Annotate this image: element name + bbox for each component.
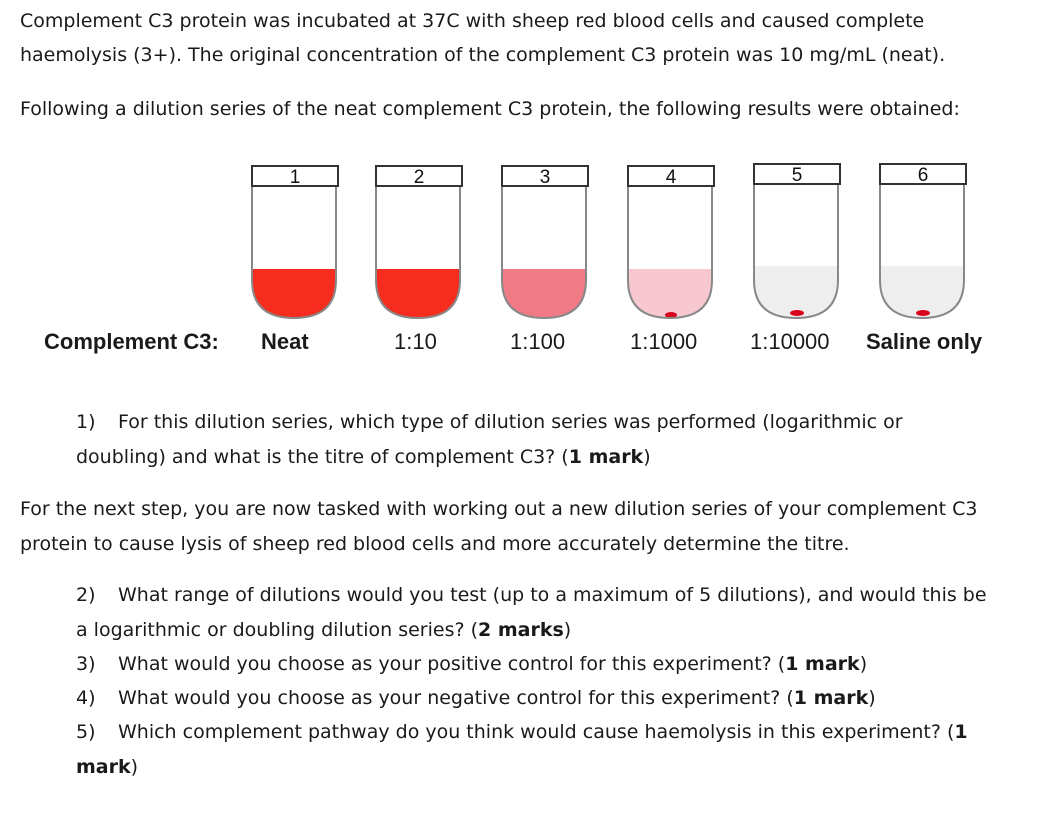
tube-6-number: 6 — [917, 165, 929, 186]
question-3-text: What would you choose as your positive control for this experiment? (1 mark) — [118, 653, 868, 675]
intro-line-3: Following a dilution series of the neat complement C3 protein, the following results were obtained: — [20, 98, 960, 120]
tube-6-pellet — [916, 310, 930, 316]
intro-line-1: Complement C3 protein was incubated at 37C with sheep red blood cells and caused complete — [20, 10, 925, 32]
dilution-label-1-10000: 1:10000 — [750, 329, 830, 354]
tube-1-liquid — [252, 269, 336, 329]
question-4-number: 4) — [76, 687, 96, 709]
tube-2-number: 2 — [413, 167, 425, 188]
question-2-line-2: a logarithmic or doubling dilution series? (2 marks) — [76, 619, 572, 641]
row-label: Complement C3: — [44, 329, 219, 354]
dilution-label-neat: Neat — [261, 329, 309, 354]
tube-3 — [502, 166, 588, 329]
tube-1 — [252, 166, 338, 329]
question-1-line-1: For this dilution series, which type of dilution series was performed (logarithmic or — [118, 411, 903, 433]
question-5-line-2: mark) — [76, 756, 139, 778]
tube-5 — [754, 164, 840, 318]
next-step-line-2: protein to cause lysis of sheep red blood cells and more accurately determine the titre. — [20, 533, 850, 555]
intro-line-2: haemolysis (3+). The original concentration of the complement C3 protein was 10 mg/mL (neat). — [20, 44, 946, 66]
tube-6 — [880, 164, 966, 318]
question-2-line-1: What range of dilutions would you test (up to a maximum of 5 dilutions), and would this be — [118, 584, 987, 606]
dilution-label-1-10: 1:10 — [394, 329, 437, 354]
tube-3-liquid — [502, 269, 586, 329]
question-5-number: 5) — [76, 721, 96, 743]
question-4-text: What would you choose as your negative control for this experiment? (1 mark) — [118, 687, 876, 709]
question-5-line-1: Which complement pathway do you think would cause haemolysis in this experiment? (1 — [118, 721, 968, 743]
tube-5-pellet — [790, 310, 804, 316]
dilution-label-1-1000: 1:1000 — [630, 329, 698, 354]
tube-4-liquid — [628, 269, 712, 329]
question-1-line-2: doubling) and what is the titre of complement C3? (1 mark) — [76, 446, 651, 468]
tube-4 — [628, 166, 714, 329]
tube-1-number: 1 — [289, 167, 301, 188]
tube-2 — [376, 166, 462, 329]
next-step-line-1: For the next step, you are now tasked with working out a new dilution series of your complement C3 — [20, 498, 978, 520]
tube-3-number: 3 — [539, 167, 551, 188]
tube-5-number: 5 — [791, 165, 803, 186]
dilution-label-1-100: 1:100 — [510, 329, 566, 354]
tube-4-number: 4 — [665, 167, 677, 188]
tube-2-liquid — [376, 269, 460, 329]
question-1-number: 1) — [76, 411, 96, 433]
question-3-number: 3) — [76, 653, 96, 675]
dilution-label-saline: Saline only — [866, 329, 983, 354]
question-2-number: 2) — [76, 584, 96, 606]
dilution-tubes-figure — [0, 0, 1046, 330]
